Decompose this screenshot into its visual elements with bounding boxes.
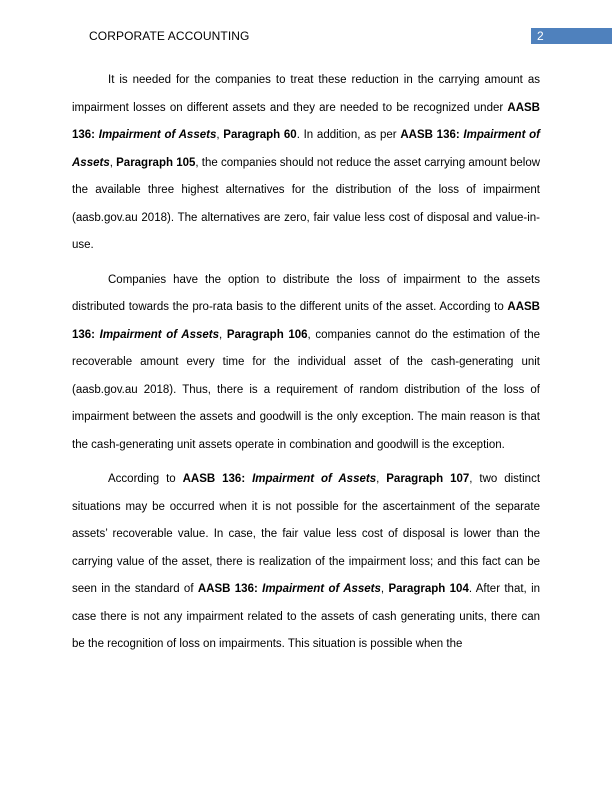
standard-name: AASB 136: bbox=[197, 583, 263, 595]
paragraph-text: . In addition, as per bbox=[296, 129, 401, 141]
paragraph-text: , two distinct situations may be occurred when it is not possible for the ascertainment of the separate assets’ recoverable value. In case, the fair value less cost of disposal is lower than the carrying value of the asset, there is realization of the impairment loss; and this fact can be seen in the standard of bbox=[72, 473, 541, 595]
standard-reference bbox=[183, 473, 377, 485]
separator: , bbox=[216, 129, 224, 141]
paragraph-text: . After that, in case there is not any impairment related to the assets of cash generating units, there can be the recognition of loss on impairments. This situation is possible when the bbox=[72, 583, 541, 650]
separator: , bbox=[109, 156, 117, 169]
standard-title: Impairment of Assets bbox=[98, 129, 217, 141]
standard-name: AASB 136: bbox=[400, 129, 464, 141]
standard-reference bbox=[198, 583, 381, 595]
standard-name: AASB 136: bbox=[72, 101, 540, 141]
standard-title: Impairment of Assets bbox=[252, 473, 377, 485]
paragraph-text: , companies cannot do the estimation of the recoverable amount every time for the individual asset of the cash-generating unit (aasb.gov.au 2018). Thus, there is a requirement of random distribution of the loss of impairment between the assets and goodwill is the only exception. The main reason is that the cash-generating unit assets operate in combination and goodwill is the exception. bbox=[72, 328, 540, 451]
separator: , bbox=[380, 583, 389, 595]
standard-name: AASB 136: bbox=[182, 473, 253, 485]
paragraph-reference: Paragraph 104 bbox=[388, 583, 469, 595]
standard-title: Impairment of Assets bbox=[72, 129, 540, 169]
standard-title: Impairment of Assets bbox=[99, 328, 220, 341]
paragraph-text: It is needed for the companies to treat these reduction in the carrying amount as impairment losses on different assets and they are needed to be recognized under bbox=[72, 74, 540, 114]
paragraph-text: According to bbox=[108, 473, 183, 485]
paragraph-reference: Paragraph 105 bbox=[116, 156, 196, 169]
separator: , bbox=[376, 473, 387, 485]
paragraph-text: , the companies should not reduce the asset carrying amount below the available three highest alternatives for the distribution of the loss of impairment (aasb.gov.au 2018). The alternatives are zero, fair value less cost of disposal and value-in-use. bbox=[72, 156, 541, 251]
running-head-title: CORPORATE ACCOUNTING bbox=[89, 29, 250, 43]
paragraph-reference: Paragraph 107 bbox=[386, 473, 470, 485]
paragraph-reference: Paragraph 60 bbox=[223, 129, 297, 141]
page-number: 2 bbox=[537, 29, 544, 43]
standard-name: AASB 136: bbox=[72, 301, 540, 341]
paragraph-3 bbox=[72, 466, 540, 659]
paragraph-1 bbox=[72, 67, 540, 260]
document-body bbox=[72, 67, 540, 666]
paragraph-text: Companies have the option to distribute the loss of impairment to the assets distributed towards the pro-rata basis to the different units of the asset. According to bbox=[72, 273, 540, 313]
paragraph-2 bbox=[72, 267, 540, 460]
separator: , bbox=[219, 328, 227, 341]
standard-title: Impairment of Assets bbox=[262, 583, 381, 595]
paragraph-reference: Paragraph 106 bbox=[226, 328, 308, 341]
